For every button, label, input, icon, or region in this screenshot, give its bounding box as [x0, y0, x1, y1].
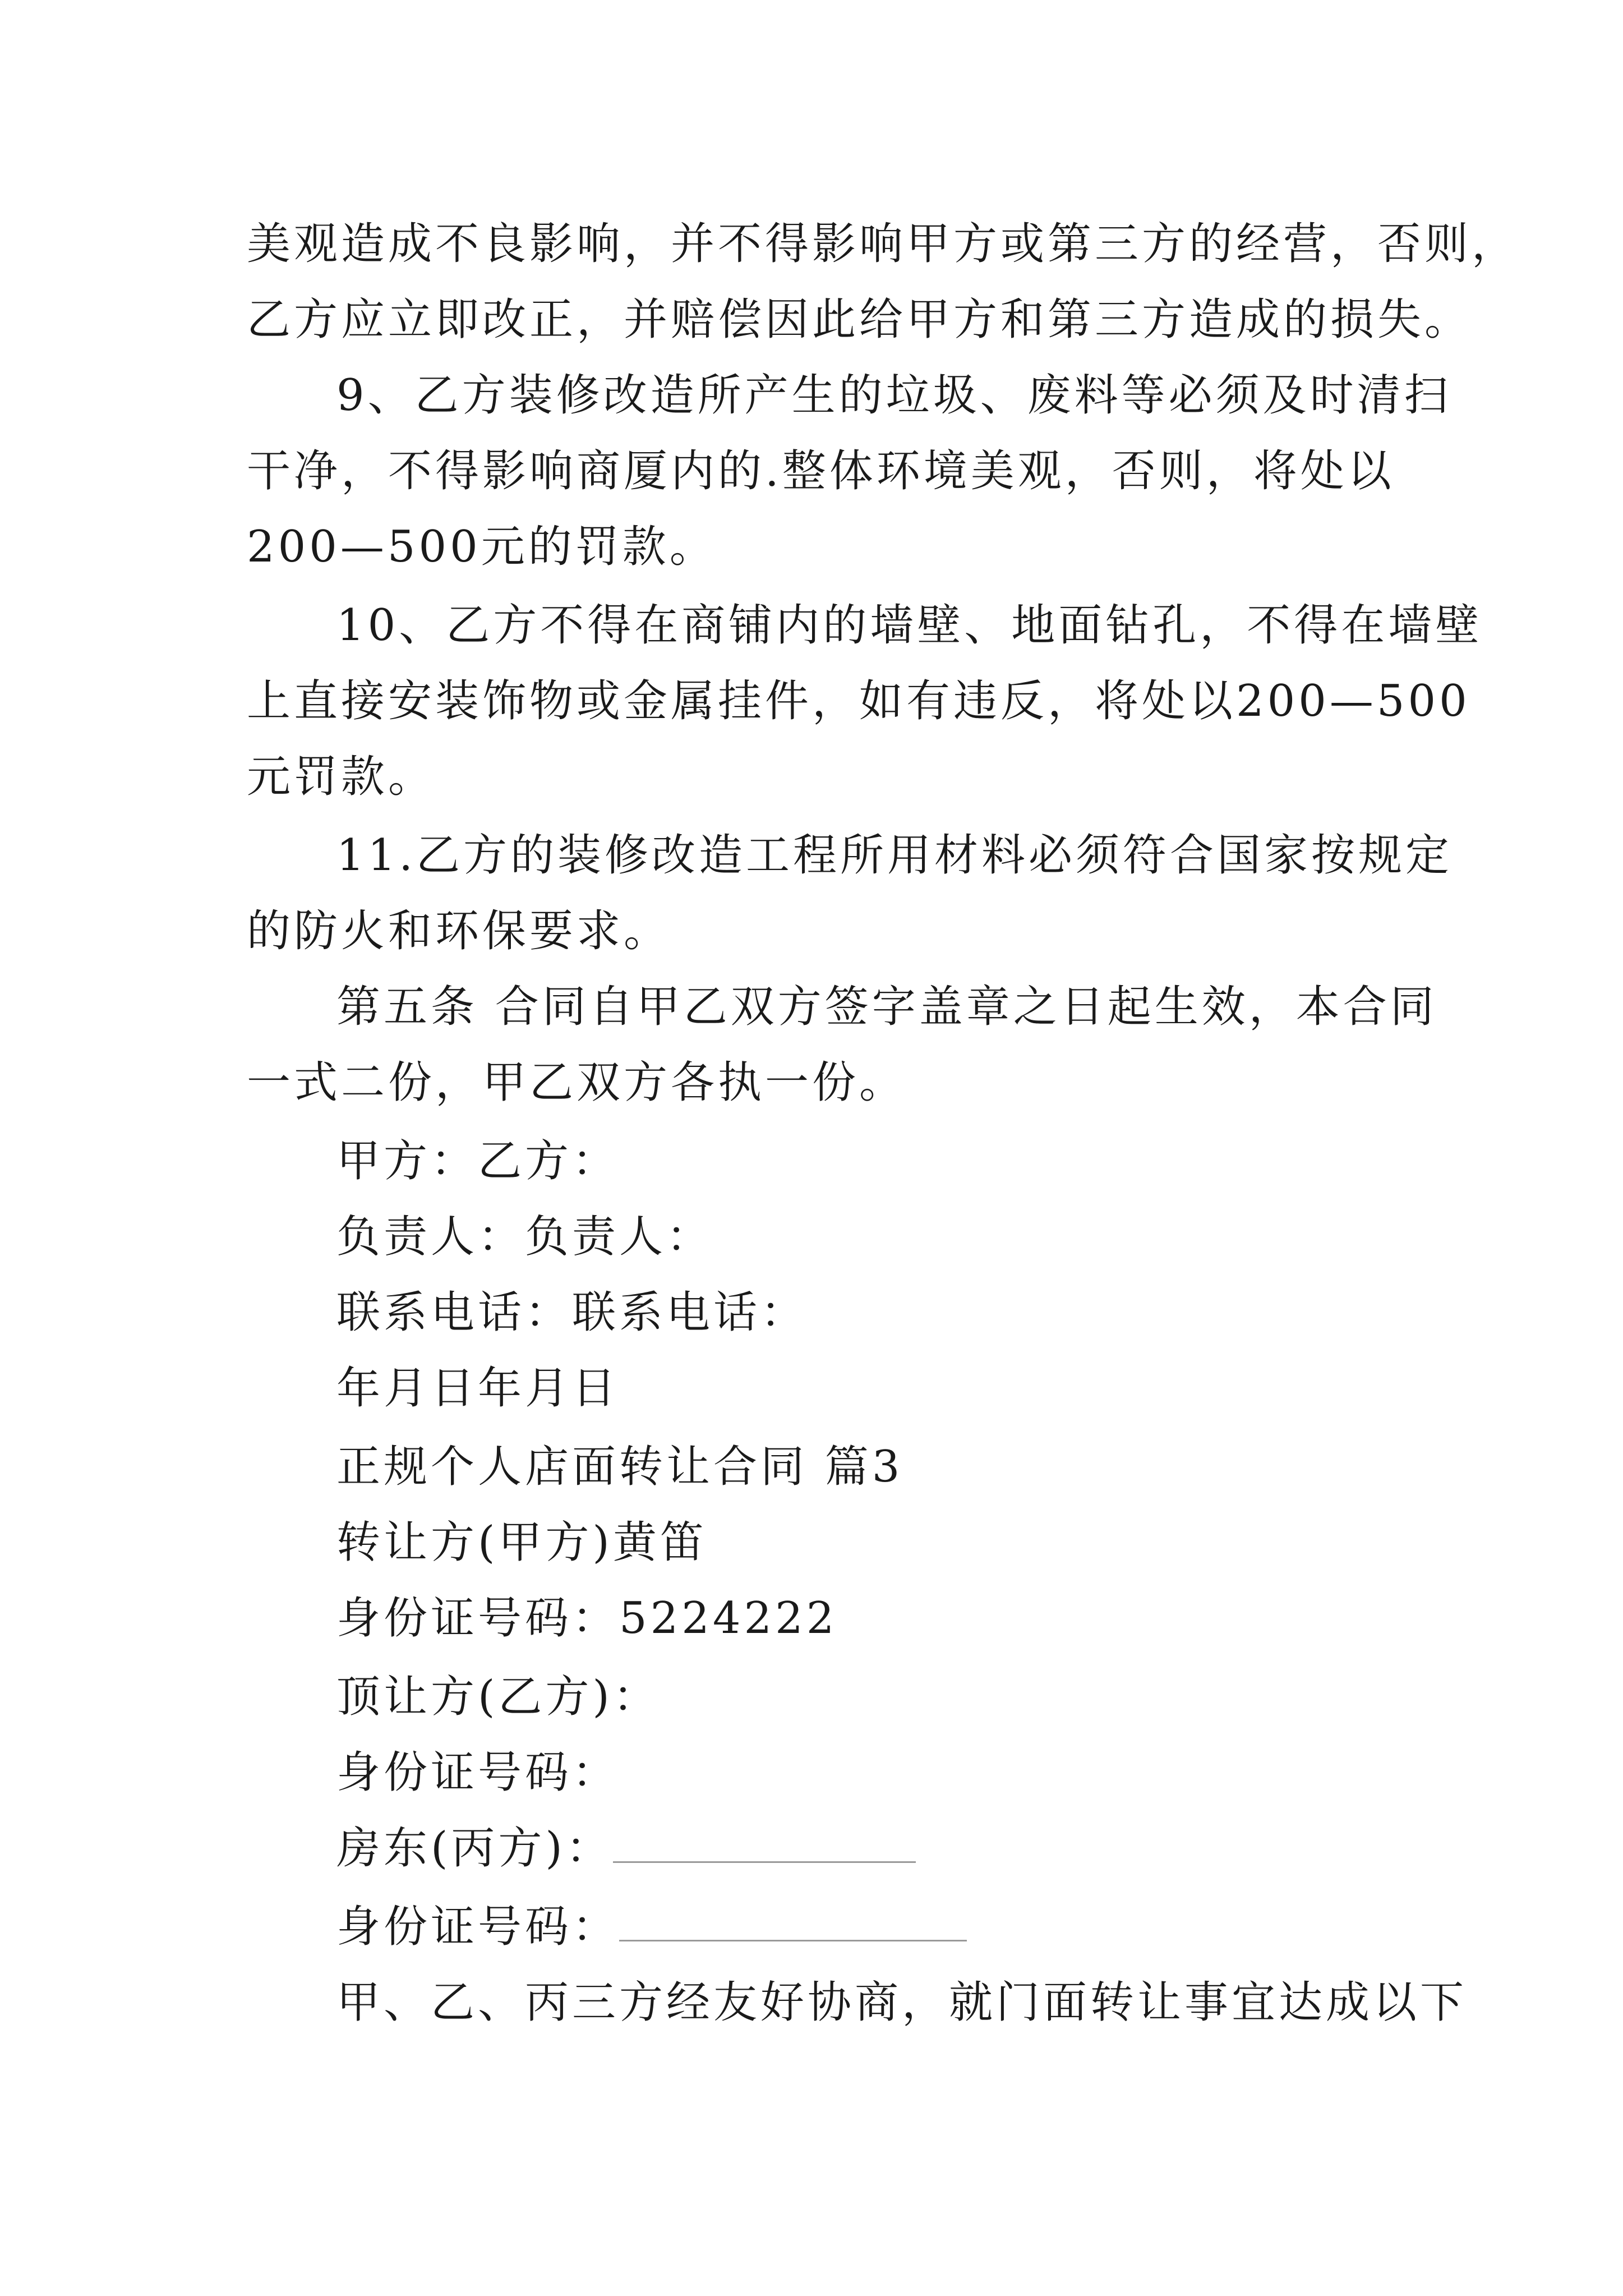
landlord-blank: [613, 1822, 916, 1863]
text-line: 元罚款。: [247, 752, 436, 802]
text-line: 上直接安装饰物或金属挂件，如有违反，将处以200—500: [247, 676, 1470, 726]
signature-phone-line: 联系电话：联系电话：: [336, 1287, 808, 1338]
text-line: 的防火和环保要求。: [247, 906, 671, 956]
text-line: 一式二份，甲乙双方各执一份。: [247, 1057, 907, 1108]
text-line: 9、乙方装修改造所产生的垃圾、废料等必须及时清扫: [336, 370, 1451, 421]
text-line: 11.乙方的装修改造工程所用材料必须符合国家按规定: [336, 830, 1453, 881]
transferee-id-line: 身份证号码：: [336, 1747, 620, 1798]
transferor-line: 转让方(甲方)黄笛: [336, 1517, 707, 1568]
landlord-id-line: [336, 1899, 967, 1955]
landlord-line: [336, 1820, 916, 1876]
text-line: 10、乙方不得在商铺内的墙壁、地面钻孔，不得在墙壁: [336, 600, 1483, 651]
landlord-id-label: 身份证号码：: [336, 1902, 620, 1952]
signature-date-line: 年月日年月日: [336, 1363, 620, 1414]
text-line: 干净，不得影响商厦内的.整体环境美观，否则，将处以: [247, 446, 1395, 496]
signature-party-line: 甲方：乙方：: [336, 1136, 620, 1186]
signature-manager-line: 负责人：负责人：: [336, 1212, 714, 1262]
text-line: 甲、乙、丙三方经友好协商，就门面转让事宜达成以下: [336, 1977, 1468, 2028]
section-heading: 正规个人店面转让合同 篇3: [336, 1442, 903, 1492]
landlord-label: 房东(丙方)：: [336, 1823, 613, 1874]
landlord-id-blank: [619, 1901, 967, 1941]
text-line: 美观造成不良影响，并不得影响甲方或第三方的经营，否则，: [247, 219, 1519, 269]
transferee-line: 顶让方(乙方)：: [336, 1672, 660, 1722]
transferor-id-line: 身份证号码：5224222: [336, 1593, 838, 1644]
text-line: 第五条 合同自甲乙双方签字盖章之日起生效，本合同: [336, 982, 1437, 1032]
text-line: 200—500元的罚款。: [247, 522, 717, 572]
text-line: 乙方应立即改正，并赔偿因此给甲方和第三方造成的损失。: [247, 295, 1472, 345]
